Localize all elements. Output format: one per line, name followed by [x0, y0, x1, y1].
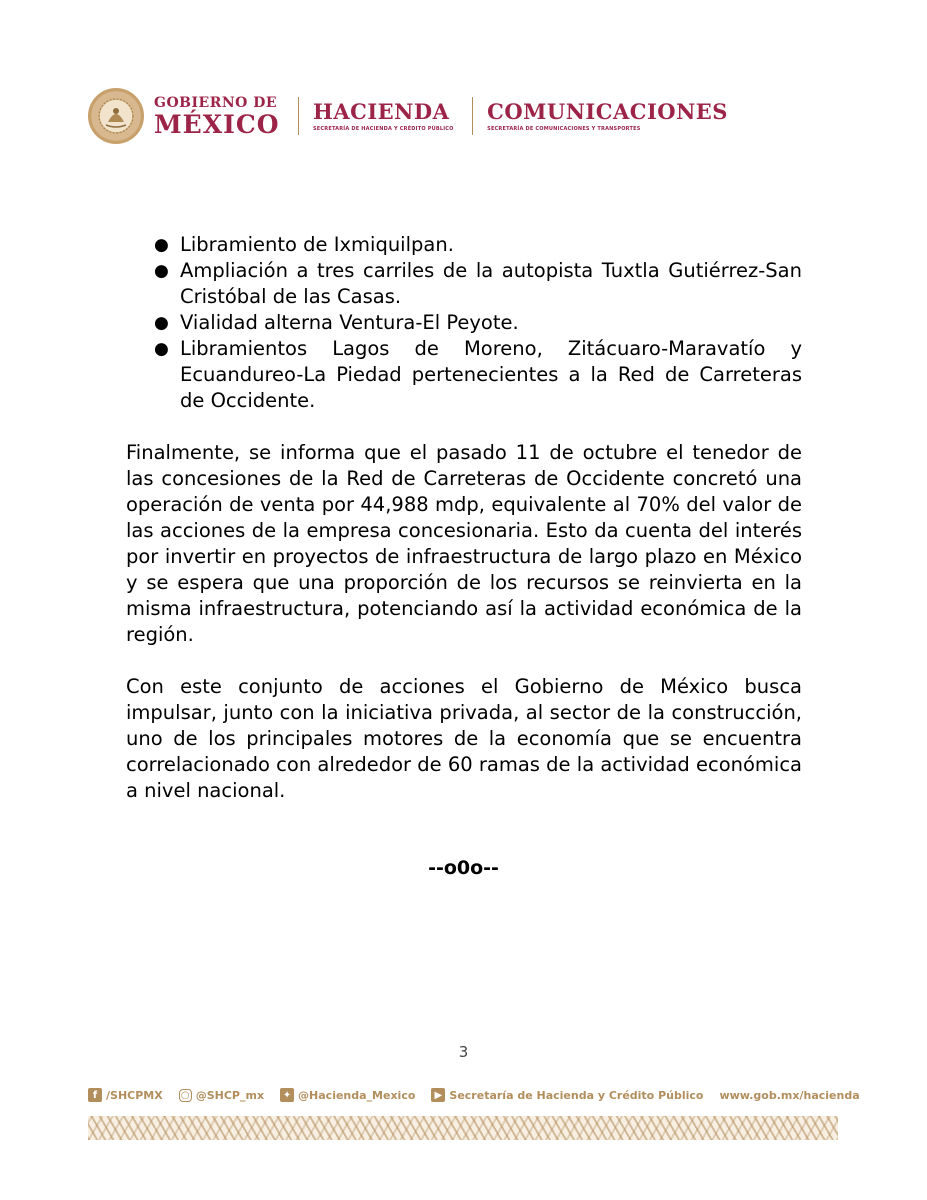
twitter-link[interactable] [280, 1088, 415, 1102]
twitter-icon: ✦ [280, 1088, 294, 1102]
bullet-icon: ● [154, 313, 169, 333]
facebook-icon: f [88, 1088, 102, 1102]
bullet-icon: ● [154, 261, 169, 281]
facebook-handle: /SHCPMX [106, 1088, 163, 1102]
gov-line1: GOBIERNO DE [154, 94, 278, 111]
list-item [126, 336, 802, 414]
website-link[interactable]: www.gob.mx/hacienda [719, 1088, 860, 1102]
agency-comunicaciones [487, 98, 728, 132]
document-body [126, 232, 802, 804]
paragraph-sale-operation: Finalmente, se informa que el pasado 11 de octubre el tenedor de las concesiones de la Red de Carreteras de Occidente concretó una operación de venta por 44,988 mdp, equivalente al 70% del valor de las acciones de la empresa concesionaria. Esto da cuenta del interés por invertir en proyectos de infraestructura de largo plazo en México y se espera que una proporción de los recursos se reinvierta en la misma infraestructura, potenciando así la actividad económica de la región. [126, 441, 802, 646]
coat-of-arms-logo [88, 88, 144, 144]
facebook-link[interactable] [88, 1088, 163, 1102]
footer-social-bar [88, 1085, 860, 1105]
bullet-icon: ● [154, 235, 169, 255]
agency-comunicaciones-subtitle: SECRETARÍA DE COMUNICACIONES Y TRANSPORTES [487, 125, 641, 132]
government-wordmark [154, 96, 280, 137]
agency-hacienda-name: HACIENDA [313, 98, 450, 124]
instagram-link[interactable] [179, 1089, 264, 1102]
list-item [126, 232, 802, 258]
list-item [126, 310, 802, 336]
closing-mark: --o0o-- [428, 857, 499, 879]
youtube-icon: ▶ [431, 1088, 445, 1102]
instagram-icon: ○ [179, 1089, 192, 1102]
decorative-pattern-band [88, 1116, 838, 1140]
instagram-handle: @SHCP_mx [195, 1088, 265, 1102]
youtube-link[interactable] [431, 1088, 703, 1102]
agency-comunicaciones-name: COMUNICACIONES [487, 98, 728, 124]
list-item-text: Libramiento de Ixmiquilpan. [180, 233, 454, 256]
agency-hacienda-subtitle: SECRETARÍA DE HACIENDA Y CRÉDITO PÚBLICO [313, 125, 454, 132]
paragraph-conclusion: Con este conjunto de acciones el Gobierno de México busca impulsar, junto con la iniciativa privada, al sector de la construcción, uno de los principales motores de la economía que se encuentra correlacionado con alrededor de 60 ramas de la actividad económica a nivel nacional. [126, 675, 802, 802]
list-item-text: Ampliación a tres carriles de la autopista Tuxtla Gutiérrez-San Cristóbal de las Casas. [180, 259, 802, 308]
page-number: 3 [458, 1043, 469, 1061]
youtube-channel: Secretaría de Hacienda y Crédito Público [449, 1088, 704, 1102]
projects-list [126, 232, 802, 414]
letterhead [88, 86, 768, 146]
list-item [126, 258, 802, 310]
header-divider [298, 97, 300, 135]
agency-hacienda [313, 98, 454, 132]
gov-line2: MÉXICO [154, 109, 280, 139]
bullet-icon: ● [154, 339, 169, 359]
twitter-handle: @Hacienda_Mexico [298, 1088, 416, 1102]
list-item-text: Vialidad alterna Ventura-El Peyote. [180, 311, 519, 334]
list-item-text: Libramientos Lagos de Moreno, Zitácuaro-Maravatío y Ecuandureo-La Piedad pertenecientes a la Red de Carreteras de Occidente. [180, 337, 802, 412]
header-divider [472, 97, 474, 135]
